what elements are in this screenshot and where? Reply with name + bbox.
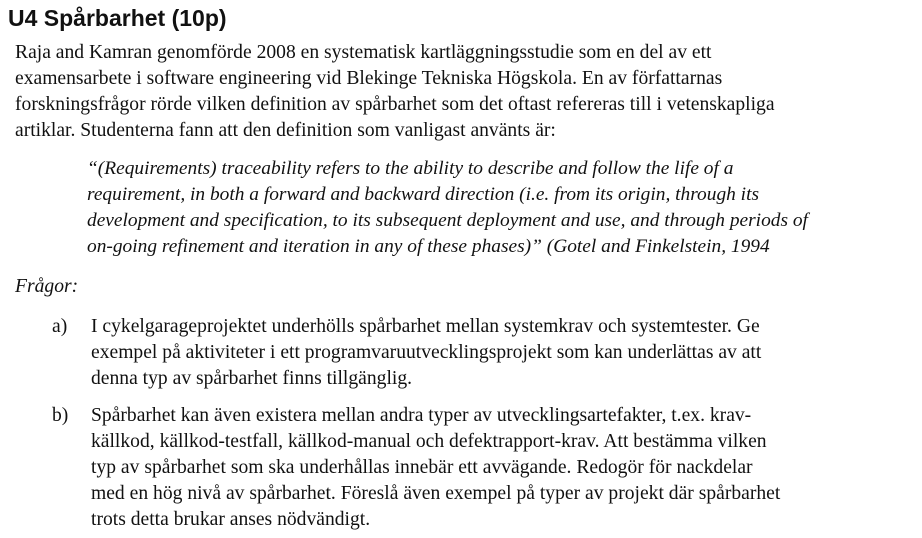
quote-line: development and specification, to its subsequent deployment and use, and through periods of bbox=[87, 210, 808, 231]
question-line: denna typ av spårbarhet finns tillgänglig. bbox=[91, 368, 413, 389]
intro-line: Raja and Kamran genomförde 2008 en systematisk kartläggningsstudie som en del av ett bbox=[15, 42, 712, 63]
question-line: exempel på aktiviteter i ett programvaruutvecklingsprojekt som kan underlättas av att bbox=[91, 342, 762, 363]
question-line: I cykelgarageprojektet underhölls spårbarhet mellan systemkrav och systemtester. Ge bbox=[91, 316, 760, 337]
quote-line: on-going refinement and iteration in any of these phases)” (Gotel and Finkelstein, 1994 bbox=[87, 236, 770, 257]
intro-line: artiklar. Studenterna fann att den definition som vanligast använts är: bbox=[15, 120, 556, 141]
question-b-marker: b) bbox=[52, 405, 69, 426]
question-a-text bbox=[91, 314, 917, 392]
question-line: med en hög nivå av spårbarhet. Föreslå även exempel på typer av projekt där spårbarhet bbox=[91, 483, 781, 504]
intro-paragraph bbox=[15, 40, 915, 144]
quote-line: “(Requirements) traceability refers to the ability to describe and follow the life of a bbox=[87, 158, 734, 179]
definition-quote bbox=[87, 156, 917, 260]
question-b-text bbox=[91, 403, 917, 533]
question-line: källkod, källkod-testfall, källkod-manual och defektrapport-krav. Att bestämma vilken bbox=[91, 431, 767, 452]
intro-line: examensarbete i software engineering vid Blekinge Tekniska Högskola. En av författarnas bbox=[15, 68, 723, 89]
section-heading: U4 Spårbarhet (10p) bbox=[8, 5, 227, 31]
question-line: Spårbarhet kan även existera mellan andra typer av utvecklingsartefakter, t.ex. krav- bbox=[91, 405, 752, 426]
questions-label: Frågor: bbox=[15, 276, 79, 297]
question-line: typ av spårbarhet som ska underhållas innebär ett avvägande. Redogör för nackdelar bbox=[91, 457, 753, 478]
question-a-marker: a) bbox=[52, 316, 68, 337]
question-line: trots detta brukar anses nödvändigt. bbox=[91, 509, 371, 530]
quote-line: requirement, in both a forward and backward direction (i.e. from its origin, through its bbox=[87, 184, 760, 205]
intro-line: forskningsfrågor rörde vilken definition av spårbarhet som det oftast refereras till i vetenskapliga bbox=[15, 94, 775, 115]
